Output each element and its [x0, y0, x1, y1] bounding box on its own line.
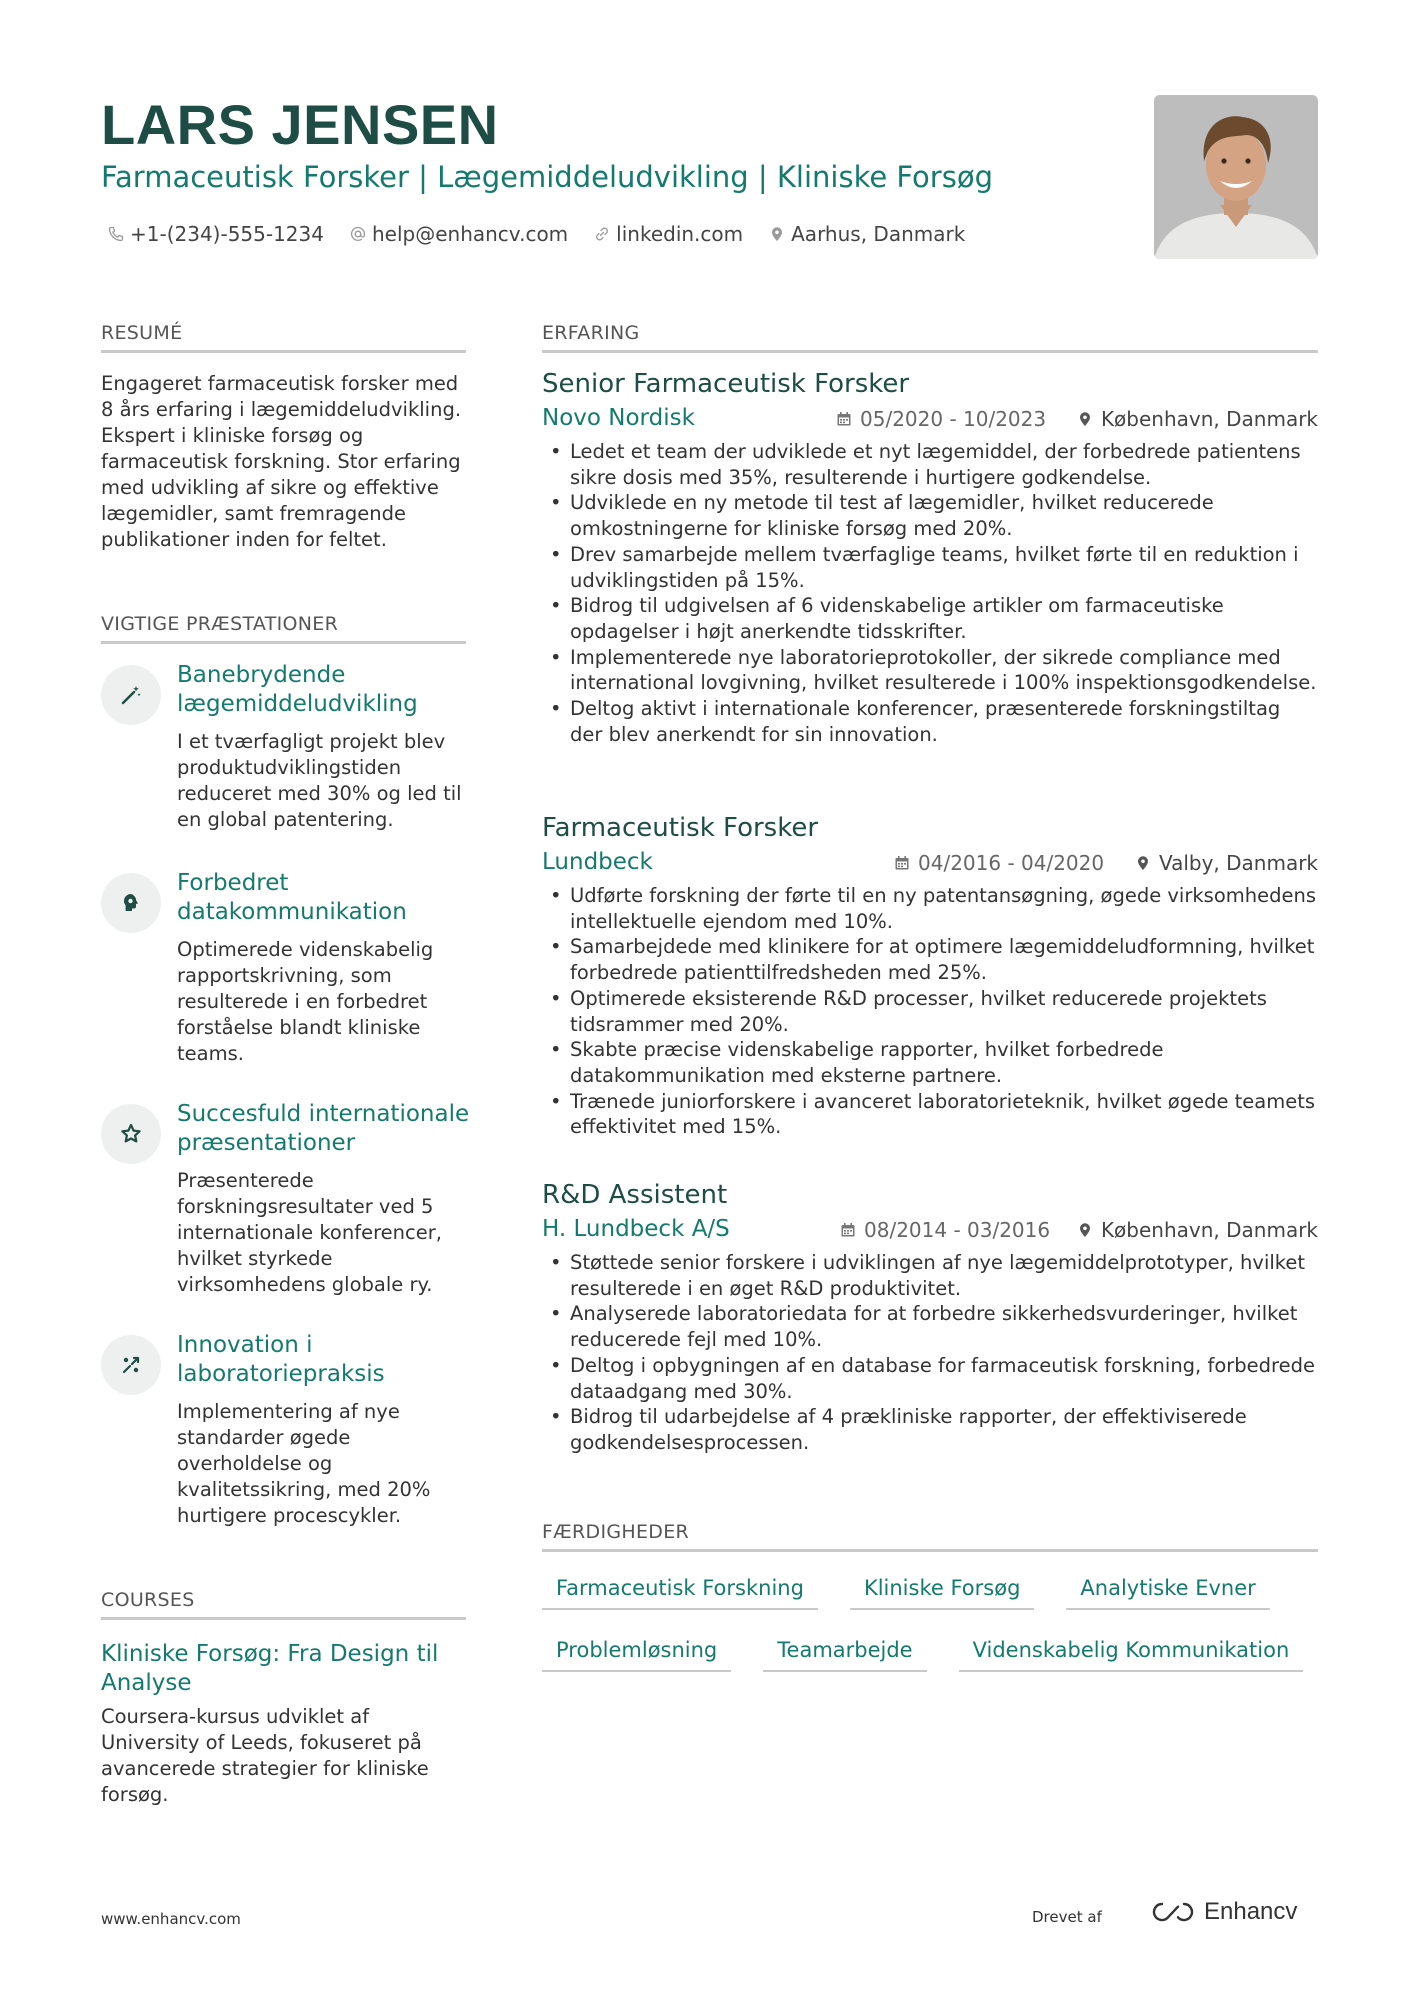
- enhancv-logo-text: Enhancv: [1204, 1898, 1298, 1925]
- location-pin-icon: [769, 226, 785, 242]
- achievement-description: Implementering af nye standarder øgede overholdelse og kvalitetssikring, med 20% hurtigere procescykler.: [177, 1400, 431, 1527]
- job-bullet: • Udviklede en ny metode til test af lægemidler, hvilket reducerede omkostningerne for kliniske forsøg med 20%.: [542, 490, 1318, 541]
- summary-text: Engageret farmaceutisk forsker med 8 års erfaring i lægemiddeludvikling. Ekspert i kliniske forsøg og farmaceutisk forskning. Stor erfaring med udvikling af sikre og effektive lægemidler, samt fremragende publikationer inden for feltet.: [101, 372, 462, 551]
- enhancv-logo-icon: [1150, 1900, 1196, 1924]
- location-text: Aarhus, Danmark: [791, 222, 966, 246]
- portrait-image: [1154, 95, 1318, 259]
- job-entry: [542, 1178, 1318, 1456]
- job-location: Valby, Danmark: [1135, 851, 1318, 875]
- link-icon: [594, 226, 610, 242]
- achievements-section-title: VIGTIGE PRÆSTATIONER: [101, 613, 466, 644]
- calendar-icon: [894, 855, 910, 871]
- skill-tag: Teamarbejde: [763, 1634, 926, 1672]
- job-bullet: • Samarbejdede med klinikere for at optimere lægemiddeludformning, hvilket forbedrede patienttilfredsheden med 25%.: [542, 934, 1318, 985]
- calendar-icon: [840, 1222, 856, 1238]
- job-bullet: • Trænede juniorforskere i avanceret laboratorieteknik, hvilket øgede teamets effektivitet med 15%.: [542, 1089, 1318, 1140]
- skill-tag: Problemløsning: [542, 1634, 731, 1672]
- job-bullet: • Bidrog til udgivelsen af 6 videnskabelige artikler om farmaceutiske opdagelser i højt anerkendte tidsskrifter.: [542, 593, 1318, 644]
- job-title: R&D Assistent: [542, 1180, 728, 1210]
- skill-tag: Analytiske Evner: [1066, 1572, 1269, 1610]
- headline: Farmaceutisk Forsker | Lægemiddeludvikling | Kliniske Forsøg: [101, 160, 993, 194]
- achievement-description: I et tværfagligt projekt blev produktudviklingstiden reduceret med 30% og led til en global patentering.: [177, 730, 462, 831]
- star-icon: [119, 1122, 143, 1146]
- contact-linkedin[interactable]: [594, 222, 743, 246]
- job-location: København, Danmark: [1077, 1218, 1318, 1242]
- job-dates: 08/2014 - 03/2016: [840, 1218, 1050, 1242]
- course-title: Kliniske Forsøg: Fra Design til Analyse: [101, 1641, 439, 1696]
- achievement-title: Forbedret datakommunikation: [177, 870, 407, 925]
- enhancv-logo[interactable]: [1150, 1898, 1297, 1926]
- skill-tag: Videnskabelig Kommunikation: [959, 1634, 1304, 1672]
- experience-section-title: ERFARING: [542, 322, 1318, 353]
- location-pin-icon: [1077, 1222, 1093, 1238]
- job-dates: 05/2020 - 10/2023: [836, 407, 1046, 431]
- skills-section-title: FÆRDIGHEDER: [542, 1521, 1318, 1552]
- job-title: Senior Farmaceutisk Forsker: [542, 369, 910, 399]
- skill-tag: Kliniske Forsøg: [850, 1572, 1034, 1610]
- innovation-icon: [119, 1353, 143, 1377]
- achievement-title: Innovation i laboratoriepraksis: [177, 1332, 385, 1387]
- magic-wand-icon: [119, 683, 143, 707]
- job-bullet: • Drev samarbejde mellem tværfaglige teams, hvilket førte til en reduktion i udviklingstiden på 15%.: [542, 542, 1318, 593]
- job-dates: 04/2016 - 04/2020: [894, 851, 1104, 875]
- company-name: H. Lundbeck A/S: [542, 1216, 730, 1242]
- skills-list: [542, 1572, 1318, 1696]
- course-description: Coursera-kursus udviklet af University of Leeds, fokuseret på avancerede strategier for kliniske forsøg.: [101, 1705, 429, 1806]
- courses-section-title: COURSES: [101, 1589, 466, 1620]
- company-name: Novo Nordisk: [542, 405, 695, 431]
- achievement-title: Succesfuld internationale præsentationer: [177, 1101, 470, 1156]
- achievement-title: Banebrydende lægemiddeludvikling: [177, 662, 418, 717]
- job-entry: [542, 811, 1318, 1140]
- job-bullets: [542, 883, 1318, 1140]
- footer-url[interactable]: www.enhancv.com: [101, 1910, 241, 1928]
- job-bullet: • Deltog aktivt i internationale konferencer, præsenterede forskningstiltag der blev anerkendt for sin innovation.: [542, 696, 1318, 747]
- job-bullet: • Udførte forskning der førte til en ny patentansøgning, øgede virksomhedens intellektuelle ejendom med 10%.: [542, 883, 1318, 934]
- profile-photo: [1154, 95, 1318, 259]
- skill-tag: Farmaceutisk Forskning: [542, 1572, 818, 1610]
- location-pin-icon: [1135, 855, 1151, 871]
- contact-bar: [108, 222, 965, 246]
- job-bullet: • Optimerede eksisterende R&D processer, hvilket reducerede projektets tidsrammer med 20%.: [542, 986, 1318, 1037]
- linkedin-text: linkedin.com: [616, 222, 744, 246]
- job-bullets: [542, 439, 1318, 747]
- job-location: København, Danmark: [1077, 407, 1318, 431]
- job-bullet: • Bidrog til udarbejdelse af 4 prækliniske rapporter, der effektiviserede godkendelsesprocessen.: [542, 1404, 1318, 1455]
- job-bullet: • Skabte præcise videnskabelige rapporter, hvilket forbedrede datakommunikation med eksterne partnere.: [542, 1037, 1318, 1088]
- contact-location: [769, 222, 965, 246]
- achievement-description: Optimerede videnskabelig rapportskrivning, som resulterede i en forbedret forståelse blandt kliniske teams.: [177, 938, 434, 1065]
- job-bullet: • Implementerede nye laboratorieprotokoller, der sikrede compliance med international lovgivning, hvilket resulterede i 100% inspektionsgodkendelse.: [542, 645, 1318, 696]
- calendar-icon: [836, 411, 852, 427]
- location-pin-icon: [1077, 411, 1093, 427]
- job-bullet: • Analyserede laboratoriedata for at forbedre sikkerhedsvurderinger, hvilket reducerede fejl med 10%.: [542, 1301, 1318, 1352]
- email-text: help@enhancv.com: [371, 222, 569, 246]
- head-brain-icon: [119, 891, 143, 915]
- contact-phone[interactable]: [108, 222, 324, 246]
- job-bullets: [542, 1250, 1318, 1456]
- job-title: Farmaceutisk Forsker: [542, 813, 819, 843]
- achievement-description: Præsenterede forskningsresultater ved 5 internationale konferencer, hvilket styrkede virksomhedens globale ry.: [177, 1169, 442, 1296]
- phone-text: +1-(234)-555-1234: [130, 222, 324, 246]
- at-icon: [350, 226, 366, 242]
- phone-icon: [108, 226, 124, 242]
- summary-section-title: RESUMÉ: [101, 322, 466, 353]
- contact-email[interactable]: [350, 222, 568, 246]
- candidate-name: LARS JENSEN: [101, 93, 499, 156]
- company-name: Lundbeck: [542, 849, 653, 875]
- job-bullet: • Deltog i opbygningen af en database for farmaceutisk forskning, forbedrede dataadgang med 30%.: [542, 1353, 1318, 1404]
- job-bullet: • Ledet et team der udviklede et nyt lægemiddel, der forbedrede patientens sikre dosis med 35%, resulterende i hurtigere godkendelse.: [542, 439, 1318, 490]
- job-bullet: • Støttede senior forskere i udviklingen af nye lægemiddelprototyper, hvilket resulterede i en øget R&D produktivitet.: [542, 1250, 1318, 1301]
- job-entry: [542, 367, 1318, 747]
- footer-powered-by: Drevet af: [1032, 1908, 1102, 1926]
